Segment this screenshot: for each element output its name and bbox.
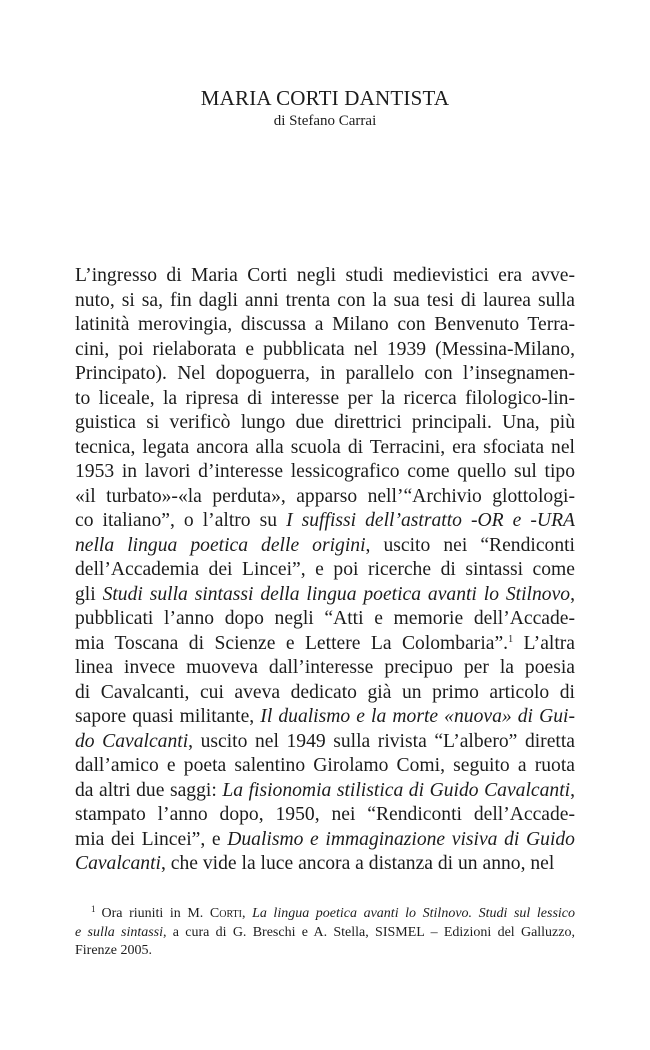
text-line: linea invece muoveva dall’interesse precipuo per la poesia [75,657,575,678]
text-run: , uscito nel 1949 sulla rivista “L’albero” diretta [188,730,575,752]
text-line [75,632,575,657]
footnote-number: 1 [91,903,96,914]
italic-title: e sulla sintassi [75,924,164,940]
italic-title: do Cavalcanti [75,730,189,752]
footnote-text: Corti [209,906,242,921]
text-line [75,828,575,853]
text-run: , che vide la luce ancora a distanza di un anno, nel [160,853,555,874]
text-line: to liceale, la ripresa di interesse per la ricerca filologico-lin- [75,387,575,409]
text-line: pubblicati l’anno dopo negli “Atti e memorie dell’Accade- [75,608,575,629]
text-run: , [570,583,575,605]
text-line [75,779,575,804]
footnote-line [75,924,575,943]
text-line: dell’Accademia dei Lincei”, e poi ricerche di sintassi come [75,559,575,580]
text-run: co italiano”, o l’altro su [75,510,287,531]
footnote-text: , [241,906,253,921]
text-run: , uscito nei “Rendiconti [365,534,576,556]
text-run: gli [75,583,103,605]
text-line: 1953 in lavori d’interesse lessicografico come quello sul tipo [75,461,575,482]
text-run: mia Toscana di Scienze e Lettere La Colombaria”. [75,632,509,654]
italic-title: Dualismo e immaginazione visiva di Guido [227,828,575,850]
italic-title: La lingua poetica avanti lo Stilnovo. Studi sul lessico [252,906,576,921]
text-line [75,509,575,534]
text-line: L’ingresso di Maria Corti negli studi medievistici era avve- [75,265,575,286]
text-line: «il turbato»-«la perduta», apparso nell’“Archivio glottologi- [75,485,575,507]
text-line [75,583,575,608]
text-line: cini, poi rielaborata e pubblicata nel 1939 (Messina-Milano, [75,338,575,360]
italic-title: Il dualismo e la morte «nuova» di Gui- [260,706,575,727]
chapter-title: MARIA CORTI DANTISTA [200,86,450,110]
text-line [75,730,575,755]
text-line: di Cavalcanti, cui aveva dedicato già un primo articolo di [75,681,575,703]
footnotes [75,905,575,961]
footnote-line [75,905,575,924]
italic-title: Cavalcanti [75,853,161,874]
footnote-text: Ora riuniti in M. [101,906,210,921]
italic-title: nella lingua poetica delle origini [75,534,366,556]
chapter-author: di Stefano Carrai [273,113,377,129]
body-text [75,264,575,877]
italic-title: Studi sulla sintassi della lingua poetica avanti lo Stilnovo [102,583,571,605]
footnote-reference: 1 [508,633,514,645]
footnote-text: Firenze 2005. [75,943,152,958]
text-run: L’altra [513,632,575,654]
text-run: da altri due saggi: [75,779,223,801]
italic-title: I suffissi dell’astratto -OR e -URA [286,510,576,531]
text-line: stampato l’anno dopo, 1950, nei “Rendiconti dell’Accade- [75,804,575,825]
text-line: latinità merovingia, discussa a Milano con Benvenuto Terra- [75,314,575,335]
text-line: guistica si verificò lungo due direttrici principali. Una, più [75,412,575,433]
text-line: tecnica, legata ancora alla scuola di Terracini, era sfociata nel [75,436,575,458]
footnote-line [75,942,575,961]
text-line [75,852,575,877]
text-run: mia dei Lincei”, e [75,828,228,850]
italic-title: La fisionomia stilistica di Guido Cavalcanti [222,779,571,801]
text-run: sapore quasi militante, [75,706,261,727]
text-line: nuto, si sa, fin dagli anni trenta con la sua tesi di laurea sulla [75,289,575,311]
text-run: , [570,779,575,801]
text-line [75,534,575,559]
text-line [75,705,575,730]
text-line: dall’amico e poeta salentino Girolamo Comi, seguito a ruota [75,755,575,776]
footnote-text: , a cura di G. Breschi e A. Stella, SISMEL – Edizioni del Galluzzo, [163,924,575,940]
text-line: Principato). Nel dopoguerra, in parallelo con l’insegnamen- [75,363,575,384]
